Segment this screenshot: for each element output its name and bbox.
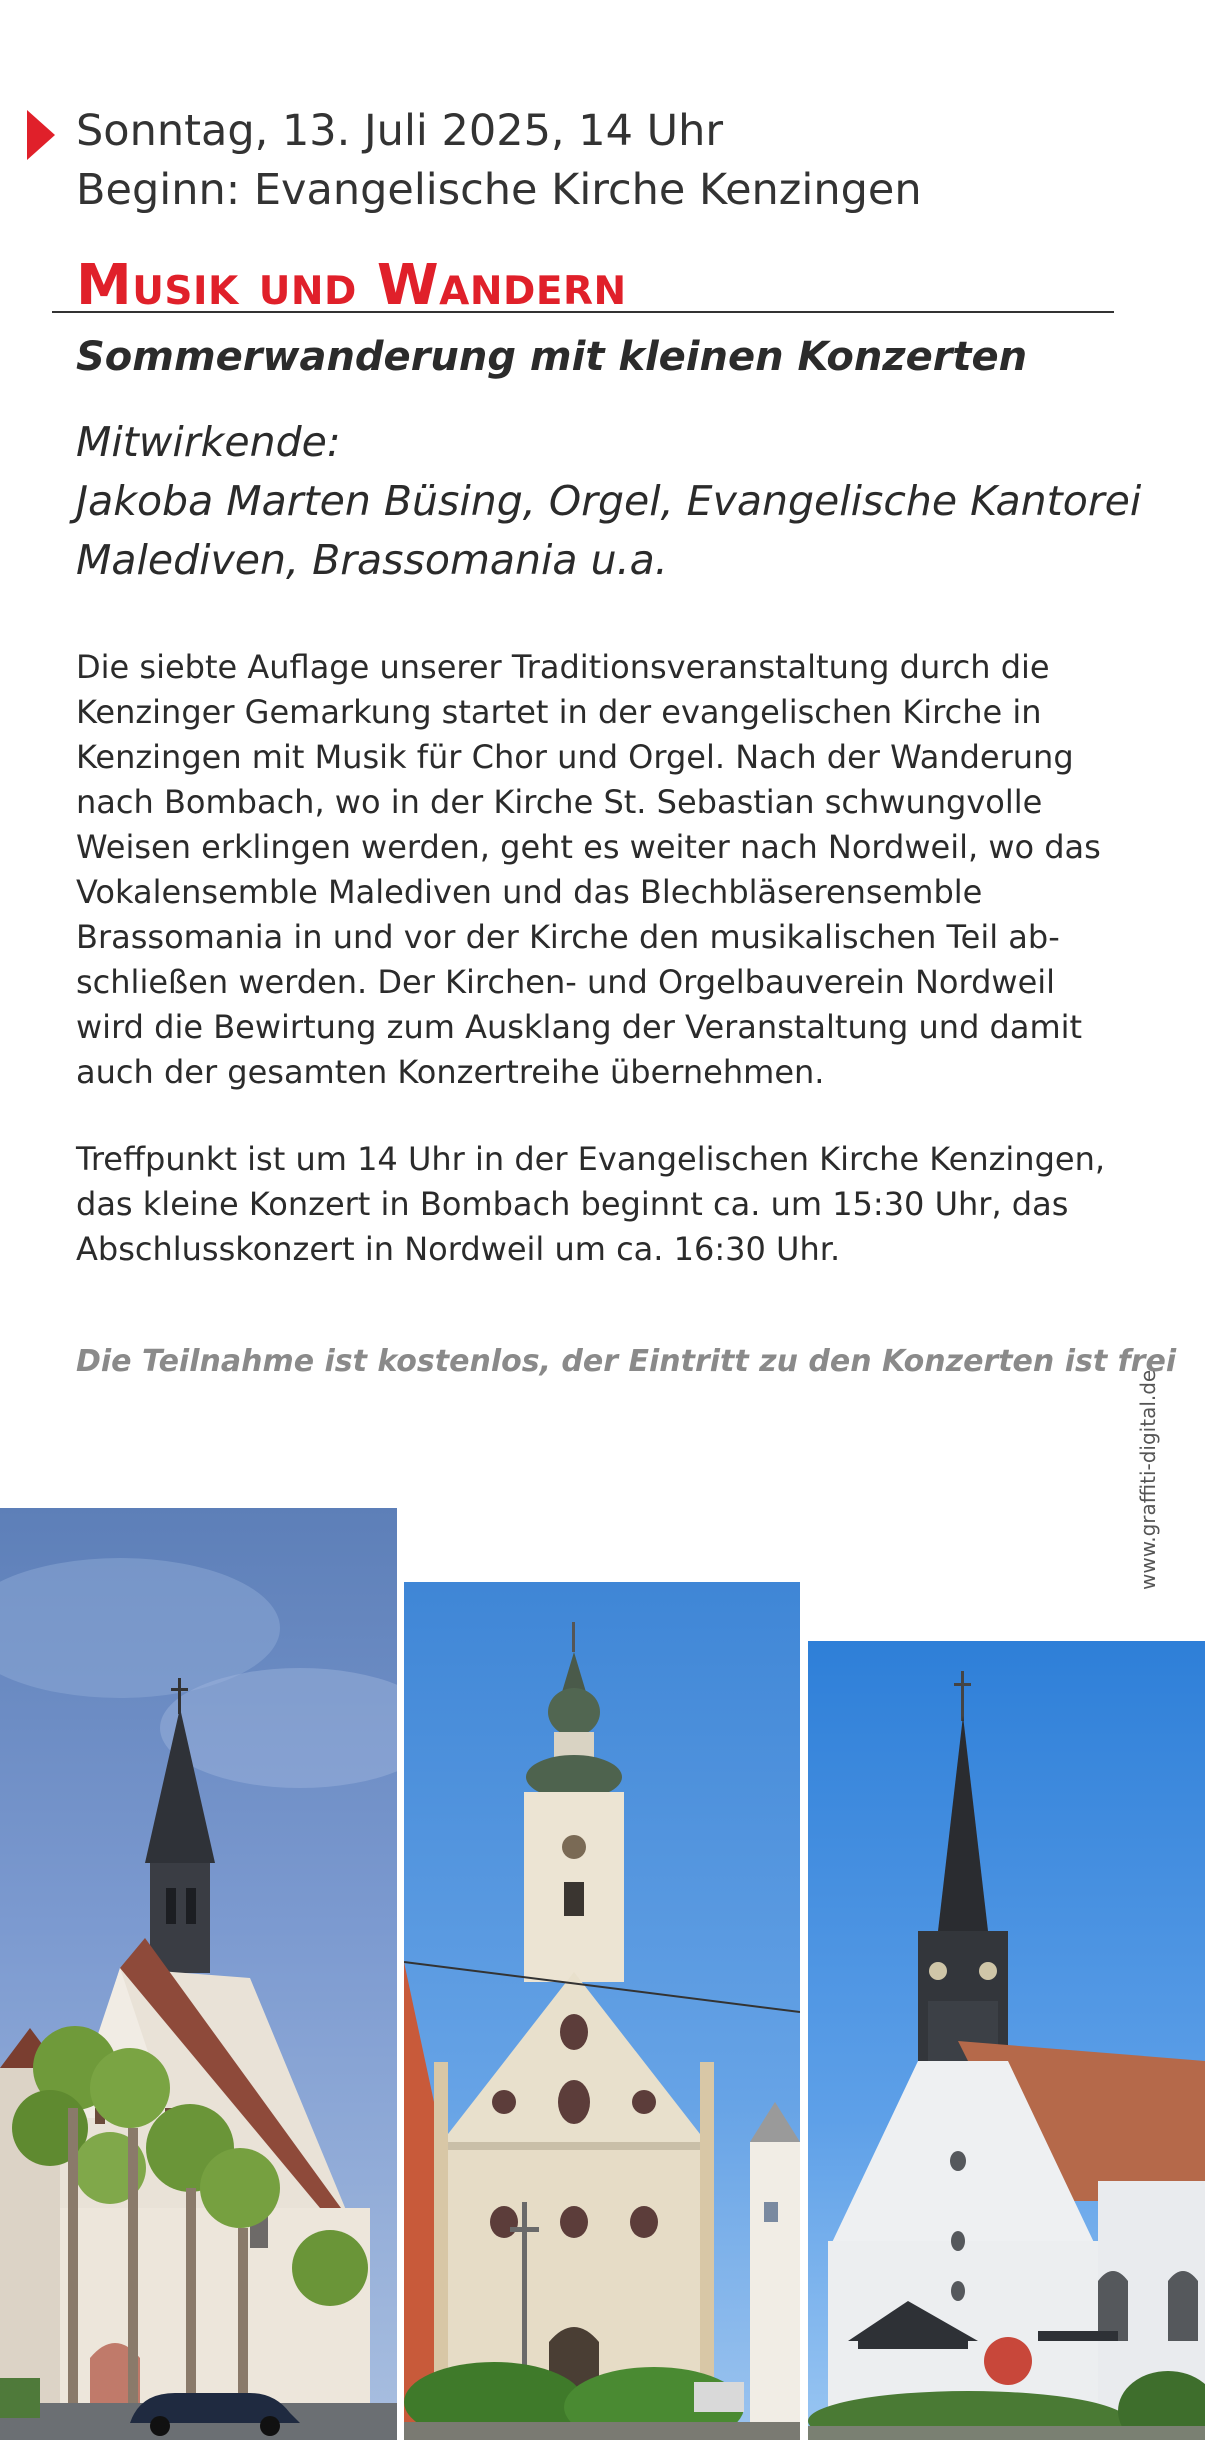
paragraph-line: auch der gesamten Konzertreihe übernehmen.	[76, 1053, 825, 1091]
paragraph-line: Treffpunkt ist um 14 Uhr in der Evangelischen Kirche Kenzingen,	[76, 1140, 1106, 1178]
paragraph-line: Die siebte Auflage unserer Traditionsveranstaltung durch die	[76, 648, 1050, 686]
contributors	[76, 413, 1141, 590]
event-subtitle: Sommerwanderung mit kleinen Konzerten	[76, 334, 1028, 380]
meeting-point-paragraph	[76, 1137, 1126, 1272]
paragraph-line: Kenzingen mit Musik für Chor und Orgel. Nach der Wanderung	[76, 738, 1074, 776]
title-divider	[52, 311, 1114, 313]
event-title: Musik und Wandern	[76, 253, 627, 318]
description-paragraph	[76, 645, 1126, 1095]
paragraph-line: wird die Bewirtung zum Ausklang der Veranstaltung und damit	[76, 1008, 1083, 1046]
church-photo-kenzingen	[0, 1508, 397, 2440]
paragraph-line: Weisen erklingen werden, geht es weiter nach Nordweil, wo das	[76, 828, 1101, 866]
church-photo-bombach	[404, 1582, 800, 2440]
event-start-location: Beginn: Evangelische Kirche Kenzingen	[76, 165, 922, 215]
paragraph-line: schließen werden. Der Kirchen- und Orgelbauverein Nordweil	[76, 963, 1056, 1001]
paragraph-line: Kenzinger Gemarkung startet in der evangelischen Kirche in	[76, 693, 1042, 731]
contributors-line: Jakoba Marten Büsing, Orgel, Evangelische Kantorei	[76, 477, 1142, 525]
admission-note: Die Teilnahme ist kostenlos, der Eintritt zu den Konzerten ist frei	[76, 1344, 1177, 1379]
contributors-label: Mitwirkende:	[76, 418, 341, 466]
paragraph-line: nach Bombach, wo in der Kirche St. Sebastian schwungvolle	[76, 783, 1043, 821]
paragraph-line: Vokalensemble Malediven und das Blechbläserensemble	[76, 873, 983, 911]
paragraph-line: Brassomania in und vor der Kirche den musikalischen Teil ab-	[76, 918, 1060, 956]
paragraph-line: Abschlusskonzert in Nordweil um ca. 16:30 Uhr.	[76, 1230, 841, 1268]
paragraph-line: das kleine Konzert in Bombach beginnt ca. um 15:30 Uhr, das	[76, 1185, 1069, 1223]
contributors-line: Malediven, Brassomania u.a.	[76, 536, 668, 584]
arrow-marker-icon	[27, 110, 55, 160]
event-date: Sonntag, 13. Juli 2025, 14 Uhr	[76, 106, 724, 156]
church-photo-nordweil	[808, 1641, 1205, 2440]
